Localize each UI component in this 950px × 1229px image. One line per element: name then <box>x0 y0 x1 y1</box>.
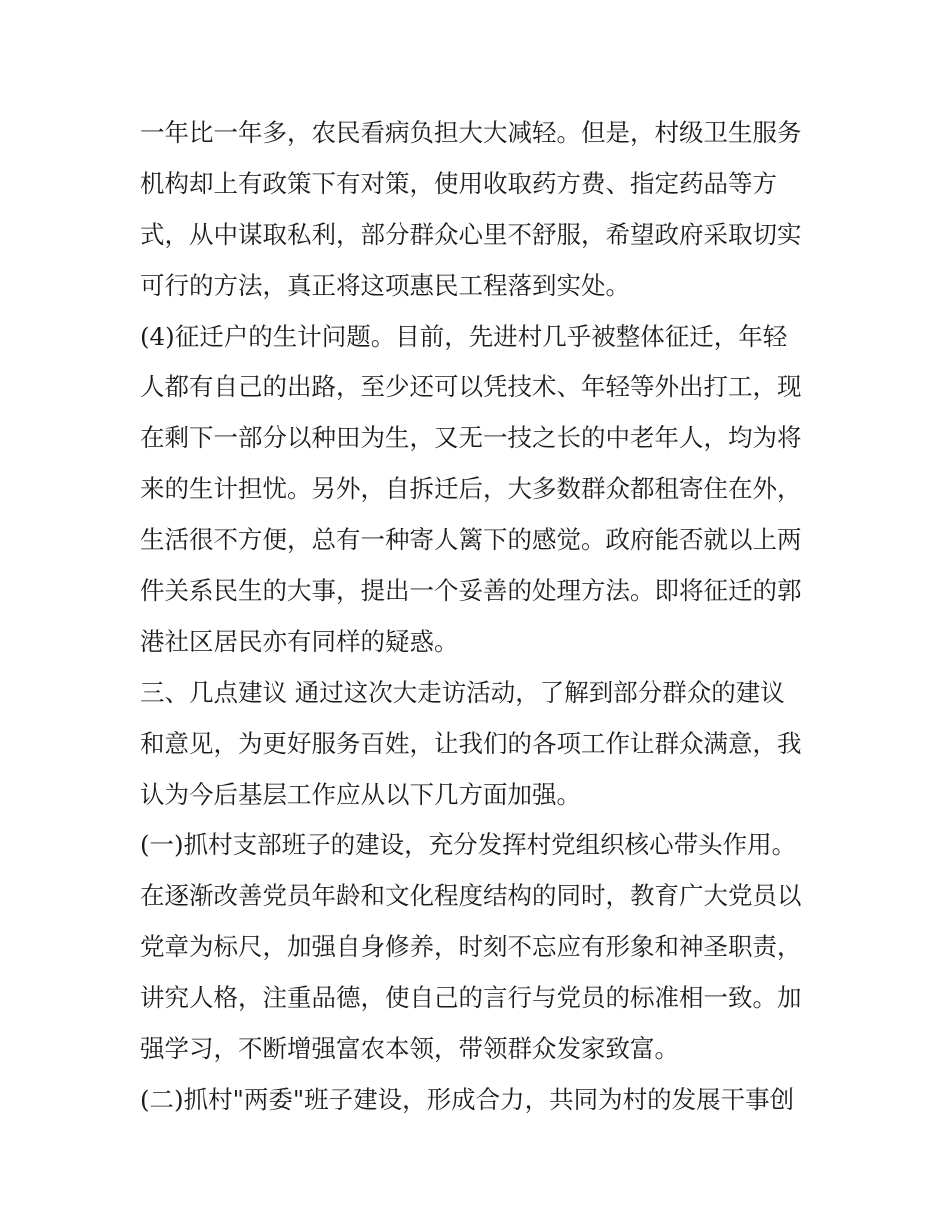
text-line: 三、几点建议 通过这次大走访活动，了解到部分群众的建议 <box>140 677 785 707</box>
text-line: 港社区居民亦有同样的疑惑。 <box>140 626 459 656</box>
text-line: (二)抓村"两委"班子建设，形成合力，共同为村的发展干事创 <box>140 1084 795 1114</box>
text-line: (4)征迁户的生计问题。目前，先进村几乎被整体征迁，年轻 <box>140 321 788 351</box>
text-line: 在剩下一部分以种田为生，又无一技之长的中老年人，均为将 <box>140 423 802 453</box>
text-line: 一年比一年多，农民看病负担大大减轻。但是，村级卫生服务 <box>140 118 802 147</box>
text-line: 和意见，为更好服务百姓，让我们的各项工作让群众满意，我 <box>140 728 802 758</box>
document-body <box>140 108 812 1126</box>
text-line: 来的生计担忧。另外，自拆迁后，大多数群众都租寄住在外， <box>140 474 802 504</box>
text-line: 人都有自己的出路，至少还可以凭技术、年轻等外出打工，现 <box>140 372 802 402</box>
text-line: 认为今后基层工作应从以下几方面加强。 <box>140 779 581 809</box>
text-line: 生活很不方便，总有一种寄人篱下的感觉。政府能否就以上两 <box>140 525 802 555</box>
text-line: 机构却上有政策下有对策，使用收取药方费、指定药品等方 <box>140 168 777 198</box>
text-line: 讲究人格，注重品德，使自己的言行与党员的标准相一致。加 <box>140 983 802 1013</box>
text-line: 党章为标尺，加强自身修养，时刻不忘应有形象和神圣职责， <box>140 932 802 962</box>
text-line: 可行的方法，真正将这项惠民工程落到实处。 <box>140 270 630 300</box>
text-line: (一)抓村支部班子的建设，充分发挥村党组织核心带头作用。 <box>140 830 797 860</box>
text-line: 式，从中谋取私利，部分群众心里不舒服，希望政府采取切实 <box>140 219 802 249</box>
text-line: 强学习，不断增强富农本领，带领群众发家致富。 <box>140 1034 679 1064</box>
text-line: 在逐渐改善党员年龄和文化程度结构的同时，教育广大党员以 <box>140 881 802 911</box>
text-line: 件关系民生的大事，提出一个妥善的处理方法。即将征迁的郭 <box>140 576 802 606</box>
